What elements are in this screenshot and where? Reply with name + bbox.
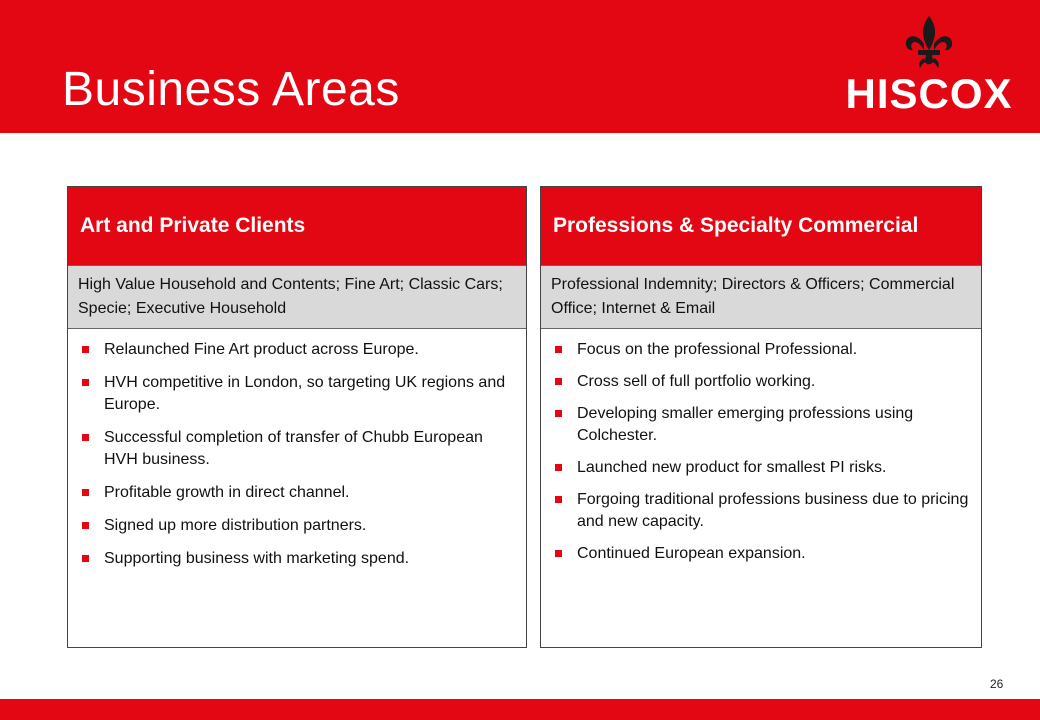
bullet-text: Profitable growth in direct channel. [104, 484, 350, 501]
list-item [553, 489, 971, 533]
footer-bar [0, 699, 1040, 720]
square-bullet-icon [82, 379, 89, 386]
fleur-de-lis-icon [902, 14, 956, 70]
panel-subheading: High Value Household and Contents; Fine Art; Classic Cars; Specie; Executive Household [68, 265, 526, 329]
square-bullet-icon [555, 346, 562, 353]
bullet-list [68, 329, 526, 570]
bullet-text: Developing smaller emerging professions using Colchester. [577, 405, 914, 444]
page-number: 26 [990, 677, 1004, 691]
list-item [553, 371, 971, 393]
panel-professions-specialty [540, 186, 982, 648]
bullet-text: Successful completion of transfer of Chubb European HVH business. [104, 429, 483, 468]
header-banner [0, 0, 1040, 133]
bullet-text: Focus on the professional Professional. [577, 341, 858, 358]
bullet-text: Relaunched Fine Art product across Europe. [104, 341, 419, 358]
list-item [80, 427, 516, 471]
bullet-list [541, 329, 981, 565]
list-item [80, 339, 516, 361]
bullet-text: Continued European expansion. [577, 545, 806, 562]
bullet-text: HVH competitive in London, so targeting UK regions and Europe. [104, 374, 506, 413]
square-bullet-icon [555, 464, 562, 471]
square-bullet-icon [555, 410, 562, 417]
square-bullet-icon [82, 555, 89, 562]
list-item [80, 372, 516, 416]
bullet-text: Forgoing traditional professions business due to pricing and new capacity. [577, 491, 969, 530]
panel-subheading: Professional Indemnity; Directors & Officers; Commercial Office; Internet & Email [541, 265, 981, 329]
list-item [80, 548, 516, 570]
page-title: Business Areas [62, 63, 400, 116]
square-bullet-icon [82, 346, 89, 353]
bullet-text: Supporting business with marketing spend. [104, 550, 410, 567]
panel-heading: Professions & Specialty Commercial [541, 187, 981, 265]
list-item [80, 515, 516, 537]
square-bullet-icon [555, 496, 562, 503]
square-bullet-icon [555, 378, 562, 385]
hiscox-logo [834, 14, 1024, 117]
list-item [553, 339, 971, 361]
square-bullet-icon [555, 550, 562, 557]
bullet-text: Cross sell of full portfolio working. [577, 373, 816, 390]
panel-heading: Art and Private Clients [68, 187, 526, 265]
square-bullet-icon [82, 489, 89, 496]
list-item [80, 482, 516, 504]
square-bullet-icon [82, 434, 89, 441]
logo-wordmark: HISCOX [845, 70, 1013, 117]
list-item [553, 403, 971, 447]
bullet-text: Signed up more distribution partners. [104, 517, 367, 534]
list-item [553, 543, 971, 565]
list-item [553, 457, 971, 479]
bullet-text: Launched new product for smallest PI risks. [577, 459, 887, 476]
panel-art-private-clients [67, 186, 527, 648]
square-bullet-icon [82, 522, 89, 529]
